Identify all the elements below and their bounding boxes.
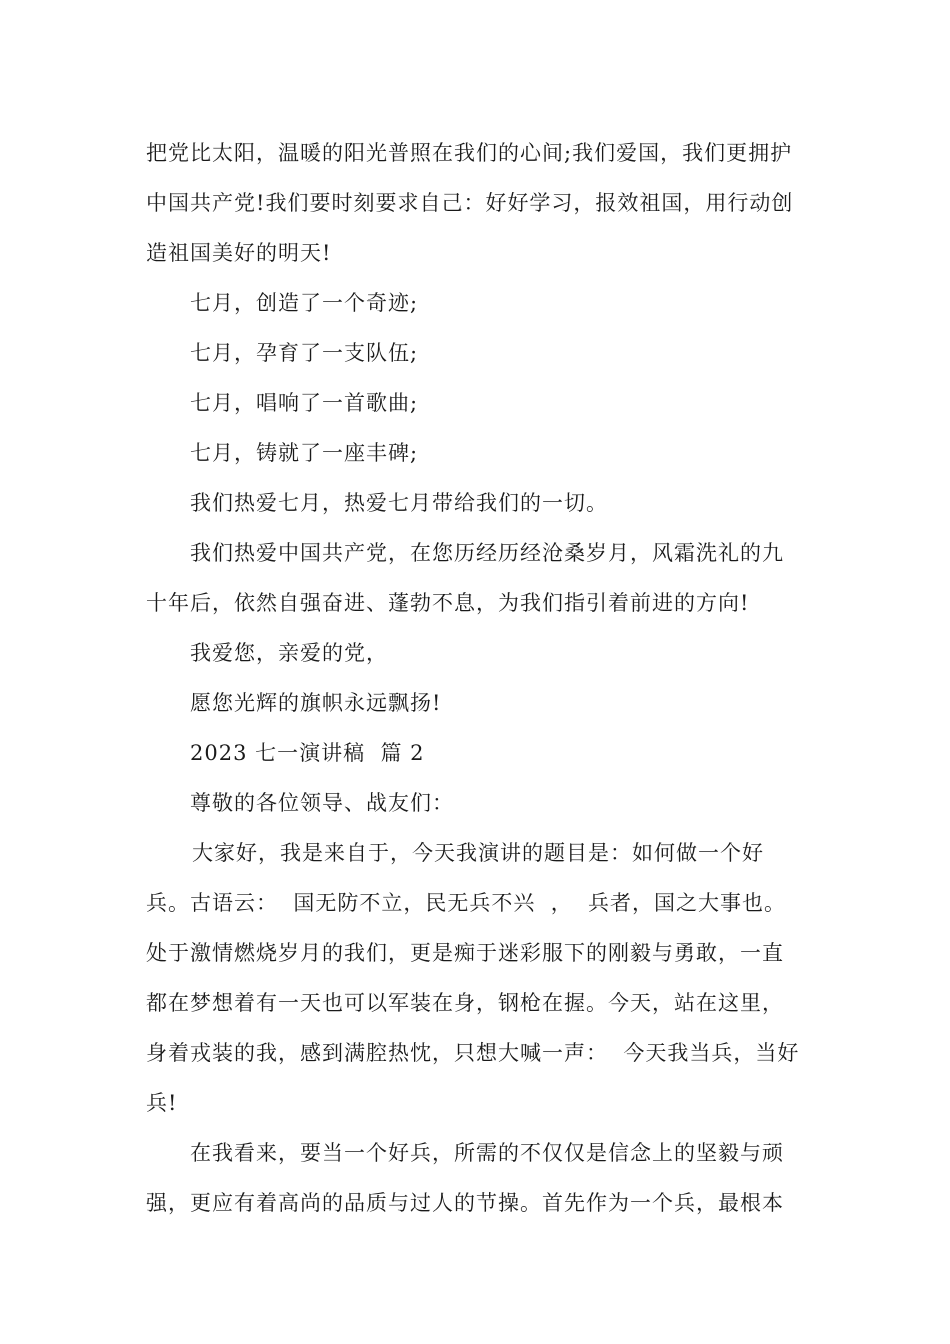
text-line: 身着戎装的我，感到满腔热忱，只想大喊一声： 今天我当兵，当好: [146, 1041, 800, 1065]
text-line: 七月，创造了一个奇迹;: [190, 291, 419, 315]
section-heading: 2023 七一演讲稿 篇 2: [190, 741, 425, 765]
text-line: 七月，铸就了一座丰碑;: [190, 441, 419, 465]
text-line: 兵!: [146, 1091, 178, 1115]
document-body: [146, 128, 810, 1228]
text-line: 都在梦想着有一天也可以军装在身，钢枪在握。今天，站在这里，: [146, 991, 784, 1015]
text-line: 大家好，我是来自于，今天我演讲的题目是：如何做一个好: [192, 841, 764, 865]
text-line: 强，更应有着高尚的品质与过人的节操。首先作为一个兵，最根本: [146, 1191, 784, 1215]
text-line: 我们热爱七月，热爱七月带给我们的一切。: [190, 491, 608, 515]
text-line: 处于激情燃烧岁月的我们，更是痴于迷彩服下的刚毅与勇敢，一直: [146, 941, 784, 965]
text-line: 造祖国美好的明天!: [146, 241, 332, 265]
text-line: 中国共产党!我们要时刻要求自己：好好学习，报效祖国，用行动创: [146, 191, 794, 215]
text-line: 七月，唱响了一首歌曲;: [190, 391, 419, 415]
text-line: 十年后，依然自强奋进、蓬勃不息，为我们指引着前进的方向!: [146, 591, 750, 615]
text-line: 愿您光辉的旗帜永远飘扬!: [190, 691, 442, 715]
text-line: 我爱您，亲爱的党，: [190, 641, 388, 665]
text-line: 在我看来，要当一个好兵，所需的不仅仅是信念上的坚毅与顽: [190, 1141, 784, 1165]
text-line: 兵。古语云： 国无防不立，民无兵不兴 ， 兵者，国之大事也。: [146, 891, 787, 915]
text-line: 七月，孕育了一支队伍;: [190, 341, 419, 365]
text-line: 我们热爱中国共产党，在您历经历经沧桑岁月，风霜洗礼的九: [190, 541, 784, 565]
salutation: 尊敬的各位领导、战友们：: [190, 791, 454, 815]
text-line: 把党比太阳，温暖的阳光普照在我们的心间;我们爱国，我们更拥护: [146, 141, 793, 165]
